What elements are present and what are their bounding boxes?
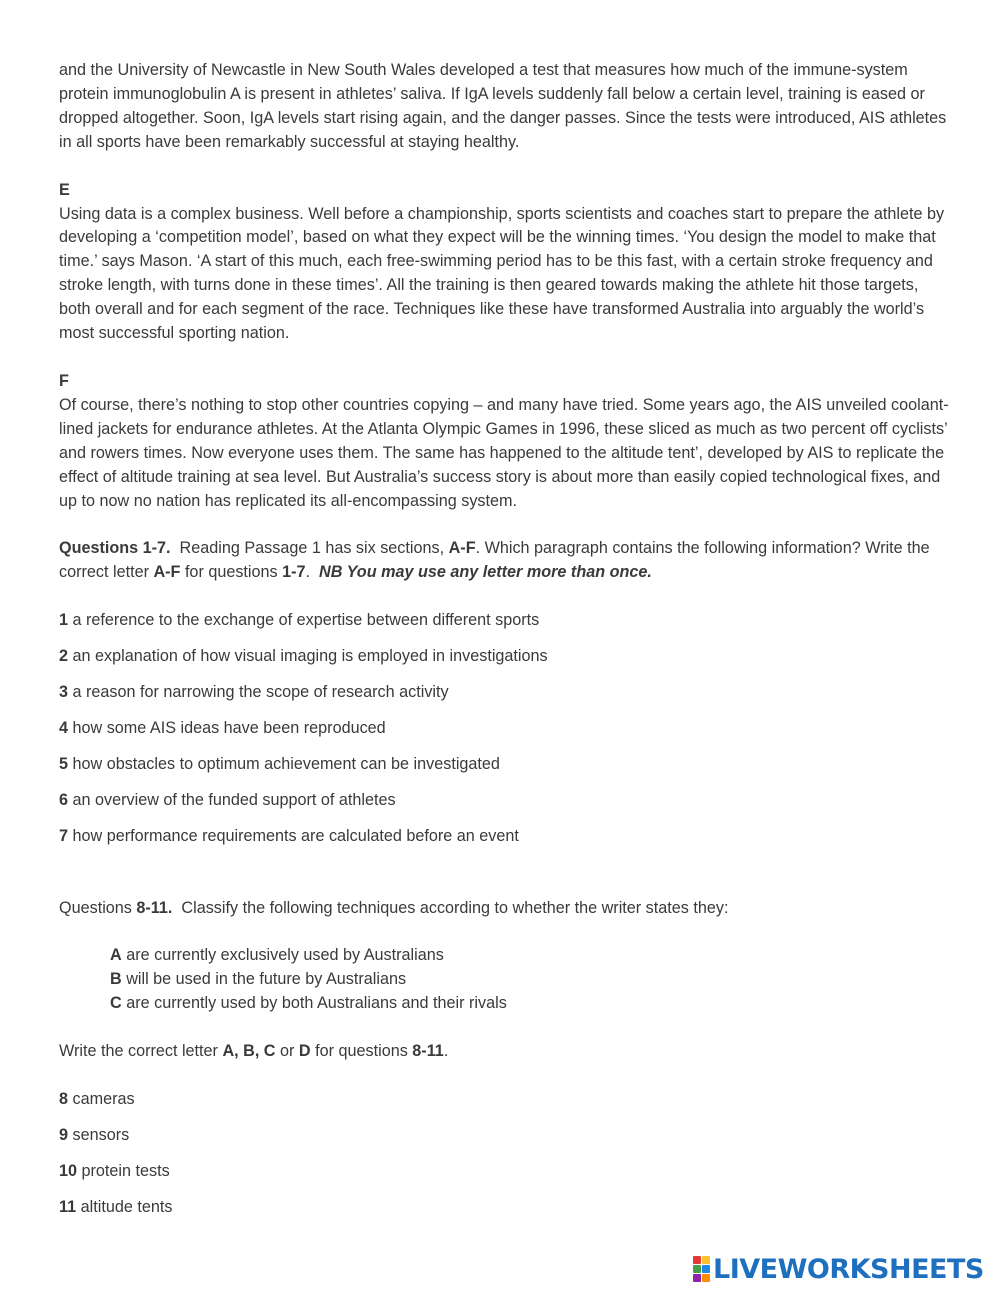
logo-text: LIVEWORKSHEETS	[713, 1253, 984, 1285]
option-item: A are currently exclusively used by Australians	[110, 946, 444, 965]
questions-8-11-heading: Questions 8-11. Classify the following techniques according to whether the writer states they:	[59, 898, 729, 917]
questions-8-11-instruction: Write the correct letter A, B, C or D for questions 8-11.	[59, 1042, 449, 1061]
option-item: C are currently used by both Australians and their rivals	[110, 994, 507, 1013]
option-item: B will be used in the future by Australians	[110, 970, 407, 989]
question-item: 10 protein tests	[59, 1161, 170, 1180]
worksheet-page	[59, 59, 954, 1232]
question-item: 4 how some AIS ideas have been reproduced	[59, 718, 386, 737]
questions-1-7-note: NB You may use any letter more than once.	[319, 563, 652, 582]
question-item: 5 how obstacles to optimum achievement can be investigated	[59, 754, 500, 773]
questions-1-7-instructions: Questions 1-7. Reading Passage 1 has six sections, A-F. Which paragraph contains the following information? Write the correct letter A-F for questions 1-7. NB You may use any letter more than once.	[59, 539, 930, 582]
question-item: 7 how performance requirements are calculated before an event	[59, 826, 519, 845]
questions-1-7-heading: Questions 1-7.	[59, 539, 171, 558]
liveworksheets-logo	[693, 1254, 984, 1284]
section-f-text: Of course, there’s nothing to stop other countries copying – and many have tried. Some years ago, the AIS unveiled coolant-lined jackets for endurance athletes. At the Atlanta Olympic Games in 1996, these sliced as much as two percent off cyclists’ and rowers times. Now everyone uses them. The same has happened to the altitude tent’, developed by AIS to replicate the effect of altitude training at sea level. But Australia’s success story is about more than easily copied technological fixes, and up to now no nation has replicated its all-encompassing system.	[59, 395, 949, 510]
questions-1-7-list	[59, 609, 954, 848]
question-item: 8 cameras	[59, 1090, 135, 1109]
question-item: 6 an overview of the funded support of athletes	[59, 790, 396, 809]
section-f-letter: F	[59, 371, 69, 390]
section-e-letter: E	[59, 180, 70, 199]
section-e-text: Using data is a complex business. Well before a championship, sports scientists and coaches start to prepare the athlete by developing a ‘competition model’, based on what they expect will be the winning times. ‘You design the model to make that time.’ says Mason. ‘A start of this much, each free-swimming period has to be this fast, with a certain stroke frequency and stroke length, with turns done in these times’. All the training is then geared towards making the athlete hit those targets, both overall and for each segment of the race. Techniques like these have transformed Australia into arguably the world’s most successful sporting nation.	[59, 204, 945, 343]
question-item: 11 altitude tents	[59, 1197, 173, 1216]
passage-intro-paragraph: and the University of Newcastle in New South Wales developed a test that measures how much of the immune-system protein immunoglobulin A is present in athletes’ saliva. If IgA levels suddenly fall below a certain level, training is eased or dropped altogether. Soon, IgA levels start rising again, and the danger passes. Since the tests were introduced, AIS athletes in all sports have been remarkably successful at staying healthy.	[59, 61, 947, 151]
questions-8-11-list	[59, 1088, 954, 1220]
question-item: 1 a reference to the exchange of expertise between different sports	[59, 611, 540, 630]
question-item: 3 a reason for narrowing the scope of research activity	[59, 683, 449, 702]
liveworksheets-logo-icon	[693, 1256, 710, 1282]
classification-options	[59, 944, 954, 1016]
question-item: 9 sensors	[59, 1126, 130, 1144]
question-item: 2 an explanation of how visual imaging is employed in investigations	[59, 647, 548, 666]
